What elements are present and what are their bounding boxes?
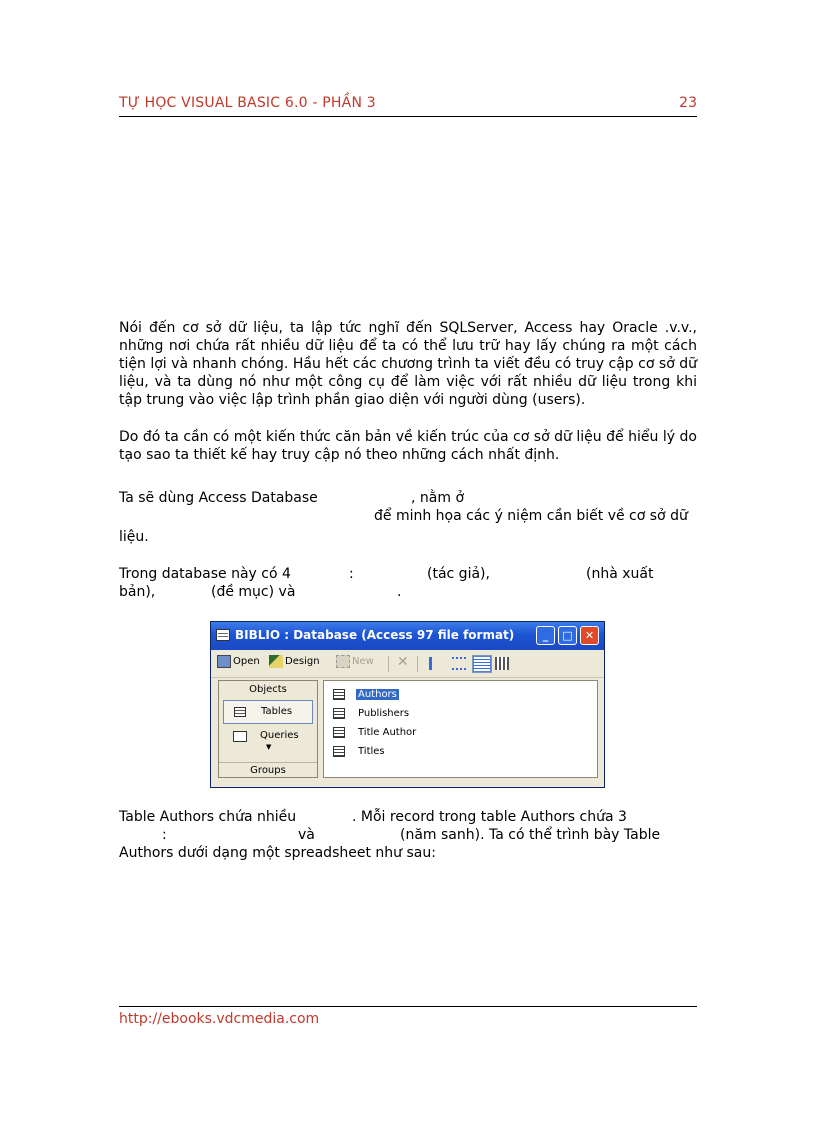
- open-icon: [217, 655, 231, 668]
- new-label: New: [352, 656, 374, 667]
- tables-label: Tables: [261, 706, 293, 717]
- list-item[interactable]: [333, 743, 387, 759]
- page-number: 23: [679, 95, 697, 111]
- design-label: Design: [285, 656, 320, 667]
- p4-text-e: bản),: [119, 584, 156, 600]
- p3-text-a: Ta sẽ dùng Access Database: [119, 490, 318, 506]
- toolbar-separator: [417, 656, 418, 672]
- paragraph-1: Nói đến cơ sở dữ liệu, ta lập tức nghĩ đến SQLServer, Access hay Oracle .v.v., những nơi chứa rất nhiều dữ liệu để ta có thể lưu trữ hay lấy chúng ra một cách tiện lợi và nhanh chóng. Hầu hết các chương trình ta viết đều có truy cập cơ sở dữ liệu, và ta dùng nó như một công cụ để làm việc với rất nhiều dữ liệu trong khi tập trung vào việc lập trình phần giao diện với người dùng (users).: [119, 320, 697, 408]
- table-icon: [333, 689, 345, 700]
- list-item-label: Titles: [358, 745, 385, 757]
- p5-text-a: Table Authors chứa nhiều: [119, 809, 297, 825]
- table-icon: [333, 708, 345, 719]
- paragraph-2: Do đó ta cần có một kiến thức căn bản về kiến trúc của cơ sở dữ liệu để hiểu lý do tạo sao ta thiết kế hay truy cập nó theo những cách nhất định.: [119, 429, 697, 463]
- list-item[interactable]: [333, 686, 399, 702]
- p5-text-c: :: [162, 827, 167, 843]
- window-titlebar[interactable]: [211, 622, 604, 650]
- list-item[interactable]: [333, 724, 418, 740]
- p5-text-e: (năm sanh). Ta có thể trình bày Table: [400, 827, 661, 843]
- footer-link[interactable]: http://ebooks.vdcmedia.com: [119, 1011, 320, 1027]
- list-item[interactable]: [333, 705, 411, 721]
- list-item-label: Title Author: [358, 726, 417, 738]
- p4-text-b: :: [349, 566, 354, 582]
- list-view-icon[interactable]: [473, 656, 491, 672]
- design-icon: [269, 655, 283, 668]
- groups-header[interactable]: Groups: [219, 762, 317, 776]
- table-icon: [333, 727, 345, 738]
- p3-text-b: , nằm ở: [411, 490, 465, 506]
- query-icon: [233, 731, 247, 742]
- toolbar-separator: [388, 656, 389, 672]
- list-item-label: Publishers: [358, 707, 410, 719]
- chevron-down-icon[interactable]: ▼: [266, 743, 272, 751]
- minimize-button[interactable]: _: [536, 626, 555, 645]
- objects-tables-item[interactable]: [223, 700, 313, 724]
- p4-text-a: Trong database này có 4: [119, 566, 291, 582]
- design-button[interactable]: [269, 655, 320, 668]
- details-view-icon[interactable]: [495, 657, 509, 670]
- large-icons-view-icon[interactable]: [429, 657, 443, 670]
- new-icon: [336, 655, 350, 668]
- footer-divider: [119, 1006, 697, 1007]
- open-button[interactable]: [217, 655, 260, 668]
- table-icon: [234, 707, 246, 717]
- p4-text-f: (đề mục) và: [211, 584, 296, 600]
- objects-queries-item[interactable]: [223, 726, 313, 756]
- p4-text-c: (tác giả),: [427, 566, 490, 582]
- p3-text-c: để minh họa các ý niệm cần biết về cơ sở dữ: [374, 508, 688, 524]
- new-button[interactable]: [336, 655, 374, 668]
- table-icon: [333, 746, 345, 757]
- list-item-label: Authors: [358, 688, 397, 700]
- open-label: Open: [233, 656, 260, 667]
- objects-bar: [218, 680, 318, 778]
- close-button[interactable]: ✕: [580, 626, 599, 645]
- database-window-icon: [216, 629, 230, 641]
- queries-label: Queries: [260, 730, 299, 741]
- access-database-window: [210, 621, 605, 788]
- maximize-button[interactable]: □: [558, 626, 577, 645]
- tables-list: [323, 680, 598, 778]
- p5-text-b: . Mỗi record trong table Authors chứa 3: [352, 809, 627, 825]
- small-icons-view-icon[interactable]: [452, 657, 466, 670]
- p5-text-d: và: [298, 827, 315, 843]
- database-toolbar: [211, 650, 604, 678]
- p3-text-d: liệu.: [119, 529, 149, 545]
- header-title: TỰ HỌC VISUAL BASIC 6.0 - PHẦN 3: [119, 95, 376, 111]
- p4-text-d: (nhà xuất: [586, 566, 654, 582]
- p4-text-g: .: [397, 584, 402, 600]
- objects-header[interactable]: Objects: [249, 684, 287, 695]
- page-header: [119, 94, 697, 117]
- delete-button[interactable]: ✕: [397, 654, 409, 670]
- p5-text-f: Authors dưới dạng một spreadsheet như sau:: [119, 845, 436, 861]
- window-title: BIBLIO : Database (Access 97 file format): [235, 628, 515, 642]
